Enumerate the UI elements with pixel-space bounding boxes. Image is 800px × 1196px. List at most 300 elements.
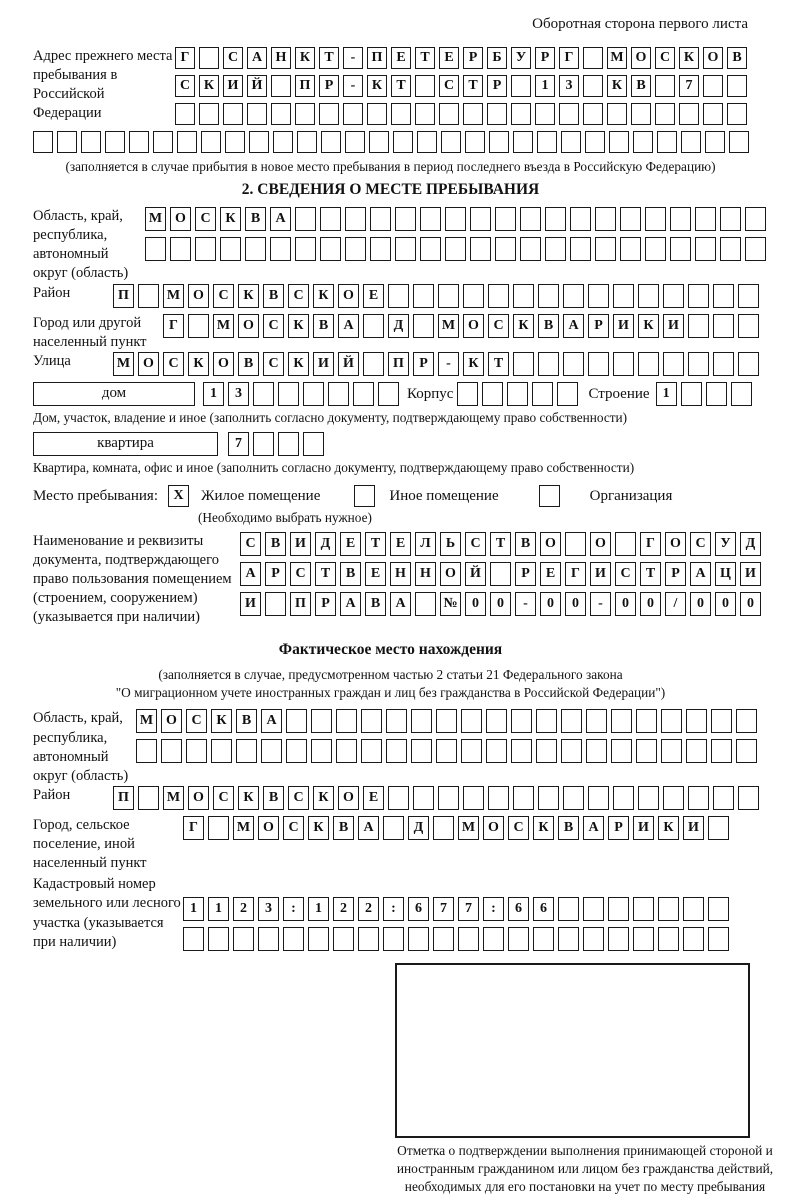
char-box[interactable] [441,131,461,153]
char-box[interactable]: С [439,75,459,97]
char-box[interactable] [463,786,484,810]
char-box[interactable]: И [613,314,634,338]
char-box[interactable] [633,897,654,921]
char-box[interactable]: Т [640,562,661,586]
char-box[interactable]: С [213,284,234,308]
char-box[interactable] [33,131,53,153]
char-box[interactable]: 6 [408,897,429,921]
char-box[interactable]: - [343,75,363,97]
char-box[interactable] [703,75,723,97]
char-box[interactable]: 0 [540,592,561,616]
char-box[interactable]: И [633,816,654,840]
char-box[interactable]: К [238,786,259,810]
apartment-field-box[interactable]: квартира [33,432,218,456]
char-box[interactable]: 6 [533,897,554,921]
char-box[interactable]: 0 [640,592,661,616]
char-box[interactable] [388,786,409,810]
char-box[interactable]: Й [338,352,359,376]
char-box[interactable] [303,382,324,406]
char-box[interactable]: Т [391,75,411,97]
char-box[interactable] [261,739,282,763]
char-box[interactable]: Д [408,816,429,840]
char-box[interactable] [570,207,591,231]
char-box[interactable] [320,237,341,261]
char-box[interactable]: Р [588,314,609,338]
char-box[interactable]: П [367,47,387,69]
char-box[interactable]: Е [365,562,386,586]
char-box[interactable] [320,207,341,231]
char-box[interactable]: 0 [715,592,736,616]
char-box[interactable] [670,207,691,231]
char-box[interactable] [736,739,757,763]
char-box[interactable] [199,103,219,125]
char-box[interactable] [433,816,454,840]
char-box[interactable]: В [263,786,284,810]
char-box[interactable]: М [163,284,184,308]
char-box[interactable]: Р [315,592,336,616]
char-box[interactable] [558,897,579,921]
char-box[interactable] [311,709,332,733]
char-box[interactable] [336,709,357,733]
char-box[interactable] [588,352,609,376]
char-box[interactable] [489,131,509,153]
char-box[interactable] [658,897,679,921]
char-box[interactable]: М [233,816,254,840]
char-box[interactable] [247,103,267,125]
char-box[interactable] [319,103,339,125]
char-box[interactable] [488,786,509,810]
char-box[interactable]: 2 [233,897,254,921]
char-box[interactable] [683,897,704,921]
char-box[interactable] [253,432,274,456]
char-box[interactable]: К [313,786,334,810]
char-box[interactable] [620,207,641,231]
char-box[interactable]: Г [640,532,661,556]
char-box[interactable] [482,382,503,406]
char-box[interactable]: О [170,207,191,231]
char-box[interactable] [638,352,659,376]
char-box[interactable]: А [270,207,291,231]
char-box[interactable]: 1 [308,897,329,921]
char-box[interactable]: 2 [358,897,379,921]
char-box[interactable] [436,739,457,763]
char-box[interactable] [588,284,609,308]
char-box[interactable] [705,131,725,153]
char-box[interactable] [561,709,582,733]
char-box[interactable]: К [288,352,309,376]
char-box[interactable] [465,131,485,153]
char-box[interactable] [417,131,437,153]
char-box[interactable] [488,284,509,308]
char-box[interactable]: А [690,562,711,586]
char-box[interactable]: А [338,314,359,338]
char-box[interactable]: К [238,284,259,308]
char-box[interactable]: Т [315,562,336,586]
char-box[interactable]: С [175,75,195,97]
char-box[interactable]: Е [540,562,561,586]
char-box[interactable] [695,237,716,261]
char-box[interactable] [383,816,404,840]
char-box[interactable] [711,739,732,763]
char-box[interactable]: Т [488,352,509,376]
char-box[interactable] [145,237,166,261]
char-box[interactable] [588,786,609,810]
char-box[interactable]: К [188,352,209,376]
char-box[interactable] [278,382,299,406]
char-box[interactable] [236,739,257,763]
char-box[interactable] [220,237,241,261]
char-box[interactable]: В [558,816,579,840]
char-box[interactable]: К [367,75,387,97]
char-box[interactable] [613,352,634,376]
char-box[interactable] [583,47,603,69]
char-box[interactable] [713,284,734,308]
char-box[interactable] [295,237,316,261]
char-box[interactable]: Е [391,47,411,69]
char-box[interactable]: Н [271,47,291,69]
char-box[interactable]: С [508,816,529,840]
char-box[interactable]: С [488,314,509,338]
char-box[interactable]: В [265,532,286,556]
char-box[interactable] [358,927,379,951]
char-box[interactable] [345,207,366,231]
char-box[interactable] [336,739,357,763]
char-box[interactable] [353,382,374,406]
char-box[interactable] [613,786,634,810]
checkbox-other-premises[interactable] [354,485,375,507]
char-box[interactable]: И [223,75,243,97]
char-box[interactable]: Г [559,47,579,69]
char-box[interactable] [367,103,387,125]
char-box[interactable] [738,352,759,376]
char-box[interactable] [609,131,629,153]
char-box[interactable]: П [295,75,315,97]
char-box[interactable] [415,75,435,97]
char-box[interactable] [686,739,707,763]
char-box[interactable]: - [590,592,611,616]
char-box[interactable] [520,207,541,231]
char-box[interactable] [563,352,584,376]
char-box[interactable] [663,284,684,308]
char-box[interactable]: П [113,284,134,308]
char-box[interactable] [391,103,411,125]
char-box[interactable] [438,786,459,810]
char-box[interactable] [658,927,679,951]
char-box[interactable] [681,382,702,406]
char-box[interactable]: А [240,562,261,586]
char-box[interactable] [631,103,651,125]
char-box[interactable] [655,75,675,97]
char-box[interactable] [711,709,732,733]
char-box[interactable] [545,207,566,231]
char-box[interactable] [273,131,293,153]
char-box[interactable] [436,709,457,733]
char-box[interactable]: В [313,314,334,338]
char-box[interactable]: О [590,532,611,556]
char-box[interactable] [745,237,766,261]
char-box[interactable]: К [288,314,309,338]
char-box[interactable]: Р [463,47,483,69]
char-box[interactable] [105,131,125,153]
char-box[interactable] [738,284,759,308]
char-box[interactable]: 2 [333,897,354,921]
char-box[interactable] [679,103,699,125]
char-box[interactable] [328,382,349,406]
char-box[interactable]: И [683,816,704,840]
char-box[interactable] [545,237,566,261]
char-box[interactable]: В [333,816,354,840]
char-box[interactable] [586,709,607,733]
char-box[interactable] [81,131,101,153]
char-box[interactable] [461,739,482,763]
char-box[interactable] [655,103,675,125]
char-box[interactable]: 1 [208,897,229,921]
char-box[interactable]: Р [413,352,434,376]
char-box[interactable] [536,739,557,763]
char-box[interactable] [393,131,413,153]
char-box[interactable]: К [638,314,659,338]
char-box[interactable] [486,709,507,733]
char-box[interactable]: М [438,314,459,338]
char-box[interactable] [175,103,195,125]
char-box[interactable]: Р [319,75,339,97]
char-box[interactable] [463,103,483,125]
char-box[interactable] [490,562,511,586]
char-box[interactable] [657,131,677,153]
char-box[interactable] [438,284,459,308]
char-box[interactable] [583,103,603,125]
char-box[interactable] [613,284,634,308]
char-box[interactable] [415,103,435,125]
char-box[interactable]: О [238,314,259,338]
char-box[interactable] [265,592,286,616]
char-box[interactable] [583,75,603,97]
char-box[interactable] [297,131,317,153]
char-box[interactable] [311,739,332,763]
char-box[interactable] [713,352,734,376]
char-box[interactable] [636,739,657,763]
char-box[interactable]: 0 [565,592,586,616]
char-box[interactable]: И [740,562,761,586]
char-box[interactable]: О [338,284,359,308]
char-box[interactable] [295,207,316,231]
char-box[interactable] [513,284,534,308]
char-box[interactable]: : [283,897,304,921]
char-box[interactable] [688,314,709,338]
char-box[interactable] [439,103,459,125]
char-box[interactable]: 1 [535,75,555,97]
char-box[interactable] [645,237,666,261]
house-field-box[interactable]: дом [33,382,195,406]
char-box[interactable] [570,237,591,261]
char-box[interactable]: С [283,816,304,840]
char-box[interactable]: Е [390,532,411,556]
char-box[interactable] [745,207,766,231]
char-box[interactable]: А [261,709,282,733]
char-box[interactable] [495,237,516,261]
char-box[interactable]: У [511,47,531,69]
char-box[interactable]: И [590,562,611,586]
char-box[interactable]: М [458,816,479,840]
char-box[interactable]: 1 [183,897,204,921]
char-box[interactable] [487,103,507,125]
char-box[interactable] [129,131,149,153]
char-box[interactable] [595,237,616,261]
char-box[interactable]: О [138,352,159,376]
char-box[interactable] [561,131,581,153]
char-box[interactable] [738,314,759,338]
char-box[interactable] [208,816,229,840]
char-box[interactable] [138,786,159,810]
char-box[interactable] [413,786,434,810]
char-box[interactable]: 3 [559,75,579,97]
char-box[interactable] [661,739,682,763]
char-box[interactable] [308,927,329,951]
char-box[interactable]: О [258,816,279,840]
char-box[interactable] [386,709,407,733]
char-box[interactable]: М [145,207,166,231]
char-box[interactable] [688,352,709,376]
char-box[interactable]: Р [665,562,686,586]
char-box[interactable] [225,131,245,153]
char-box[interactable] [136,739,157,763]
char-box[interactable]: А [390,592,411,616]
char-box[interactable]: С [615,562,636,586]
char-box[interactable]: А [583,816,604,840]
char-box[interactable] [386,739,407,763]
char-box[interactable] [681,131,701,153]
checkbox-residential[interactable]: X [168,485,189,507]
char-box[interactable]: - [343,47,363,69]
char-box[interactable]: 7 [228,432,249,456]
char-box[interactable]: О [665,532,686,556]
char-box[interactable] [343,103,363,125]
char-box[interactable]: К [295,47,315,69]
char-box[interactable]: С [186,709,207,733]
char-box[interactable]: К [313,284,334,308]
char-box[interactable]: У [715,532,736,556]
char-box[interactable] [411,709,432,733]
char-box[interactable]: 7 [458,897,479,921]
char-box[interactable]: 0 [490,592,511,616]
char-box[interactable]: Р [515,562,536,586]
char-box[interactable]: К [658,816,679,840]
char-box[interactable] [370,237,391,261]
char-box[interactable] [395,237,416,261]
char-box[interactable] [183,927,204,951]
char-box[interactable] [638,284,659,308]
char-box[interactable] [457,382,478,406]
char-box[interactable]: С [240,532,261,556]
char-box[interactable]: Т [490,532,511,556]
char-box[interactable] [370,207,391,231]
char-box[interactable] [413,284,434,308]
char-box[interactable] [720,207,741,231]
char-box[interactable] [607,103,627,125]
char-box[interactable] [520,237,541,261]
char-box[interactable] [321,131,341,153]
char-box[interactable]: В [263,284,284,308]
char-box[interactable] [286,709,307,733]
char-box[interactable] [253,382,274,406]
char-box[interactable]: К [463,352,484,376]
char-box[interactable]: Р [487,75,507,97]
char-box[interactable]: С [163,352,184,376]
char-box[interactable] [633,131,653,153]
char-box[interactable] [645,207,666,231]
char-box[interactable]: В [236,709,257,733]
char-box[interactable]: С [690,532,711,556]
char-box[interactable]: 7 [433,897,454,921]
char-box[interactable] [615,532,636,556]
char-box[interactable]: Н [390,562,411,586]
char-box[interactable] [345,131,365,153]
char-box[interactable] [177,131,197,153]
char-box[interactable]: О [483,816,504,840]
char-box[interactable]: : [483,897,504,921]
char-box[interactable]: Г [565,562,586,586]
char-box[interactable]: Г [175,47,195,69]
char-box[interactable] [670,237,691,261]
char-box[interactable]: С [465,532,486,556]
char-box[interactable] [565,532,586,556]
char-box[interactable] [661,709,682,733]
char-box[interactable]: И [240,592,261,616]
char-box[interactable]: М [607,47,627,69]
char-box[interactable]: В [538,314,559,338]
char-box[interactable] [271,75,291,97]
char-box[interactable] [633,927,654,951]
char-box[interactable] [303,432,324,456]
char-box[interactable]: К [533,816,554,840]
char-box[interactable]: Д [740,532,761,556]
char-box[interactable] [286,739,307,763]
char-box[interactable] [369,131,389,153]
char-box[interactable] [420,237,441,261]
char-box[interactable]: Г [163,314,184,338]
char-box[interactable]: Е [340,532,361,556]
char-box[interactable] [415,592,436,616]
char-box[interactable]: О [188,284,209,308]
char-box[interactable] [153,131,173,153]
char-box[interactable] [138,284,159,308]
char-box[interactable]: О [440,562,461,586]
char-box[interactable] [458,927,479,951]
char-box[interactable] [445,207,466,231]
char-box[interactable]: - [438,352,459,376]
char-box[interactable] [713,314,734,338]
char-box[interactable] [283,927,304,951]
char-box[interactable] [703,103,723,125]
char-box[interactable] [688,786,709,810]
char-box[interactable]: И [290,532,311,556]
char-box[interactable] [513,786,534,810]
char-box[interactable] [533,927,554,951]
char-box[interactable]: И [313,352,334,376]
char-box[interactable]: Й [247,75,267,97]
char-box[interactable] [233,927,254,951]
char-box[interactable] [383,927,404,951]
char-box[interactable] [408,927,429,951]
char-box[interactable]: К [220,207,241,231]
char-box[interactable] [563,284,584,308]
char-box[interactable] [583,927,604,951]
char-box[interactable]: С [263,314,284,338]
char-box[interactable]: В [515,532,536,556]
char-box[interactable] [433,927,454,951]
char-box[interactable]: С [288,284,309,308]
char-box[interactable]: О [631,47,651,69]
